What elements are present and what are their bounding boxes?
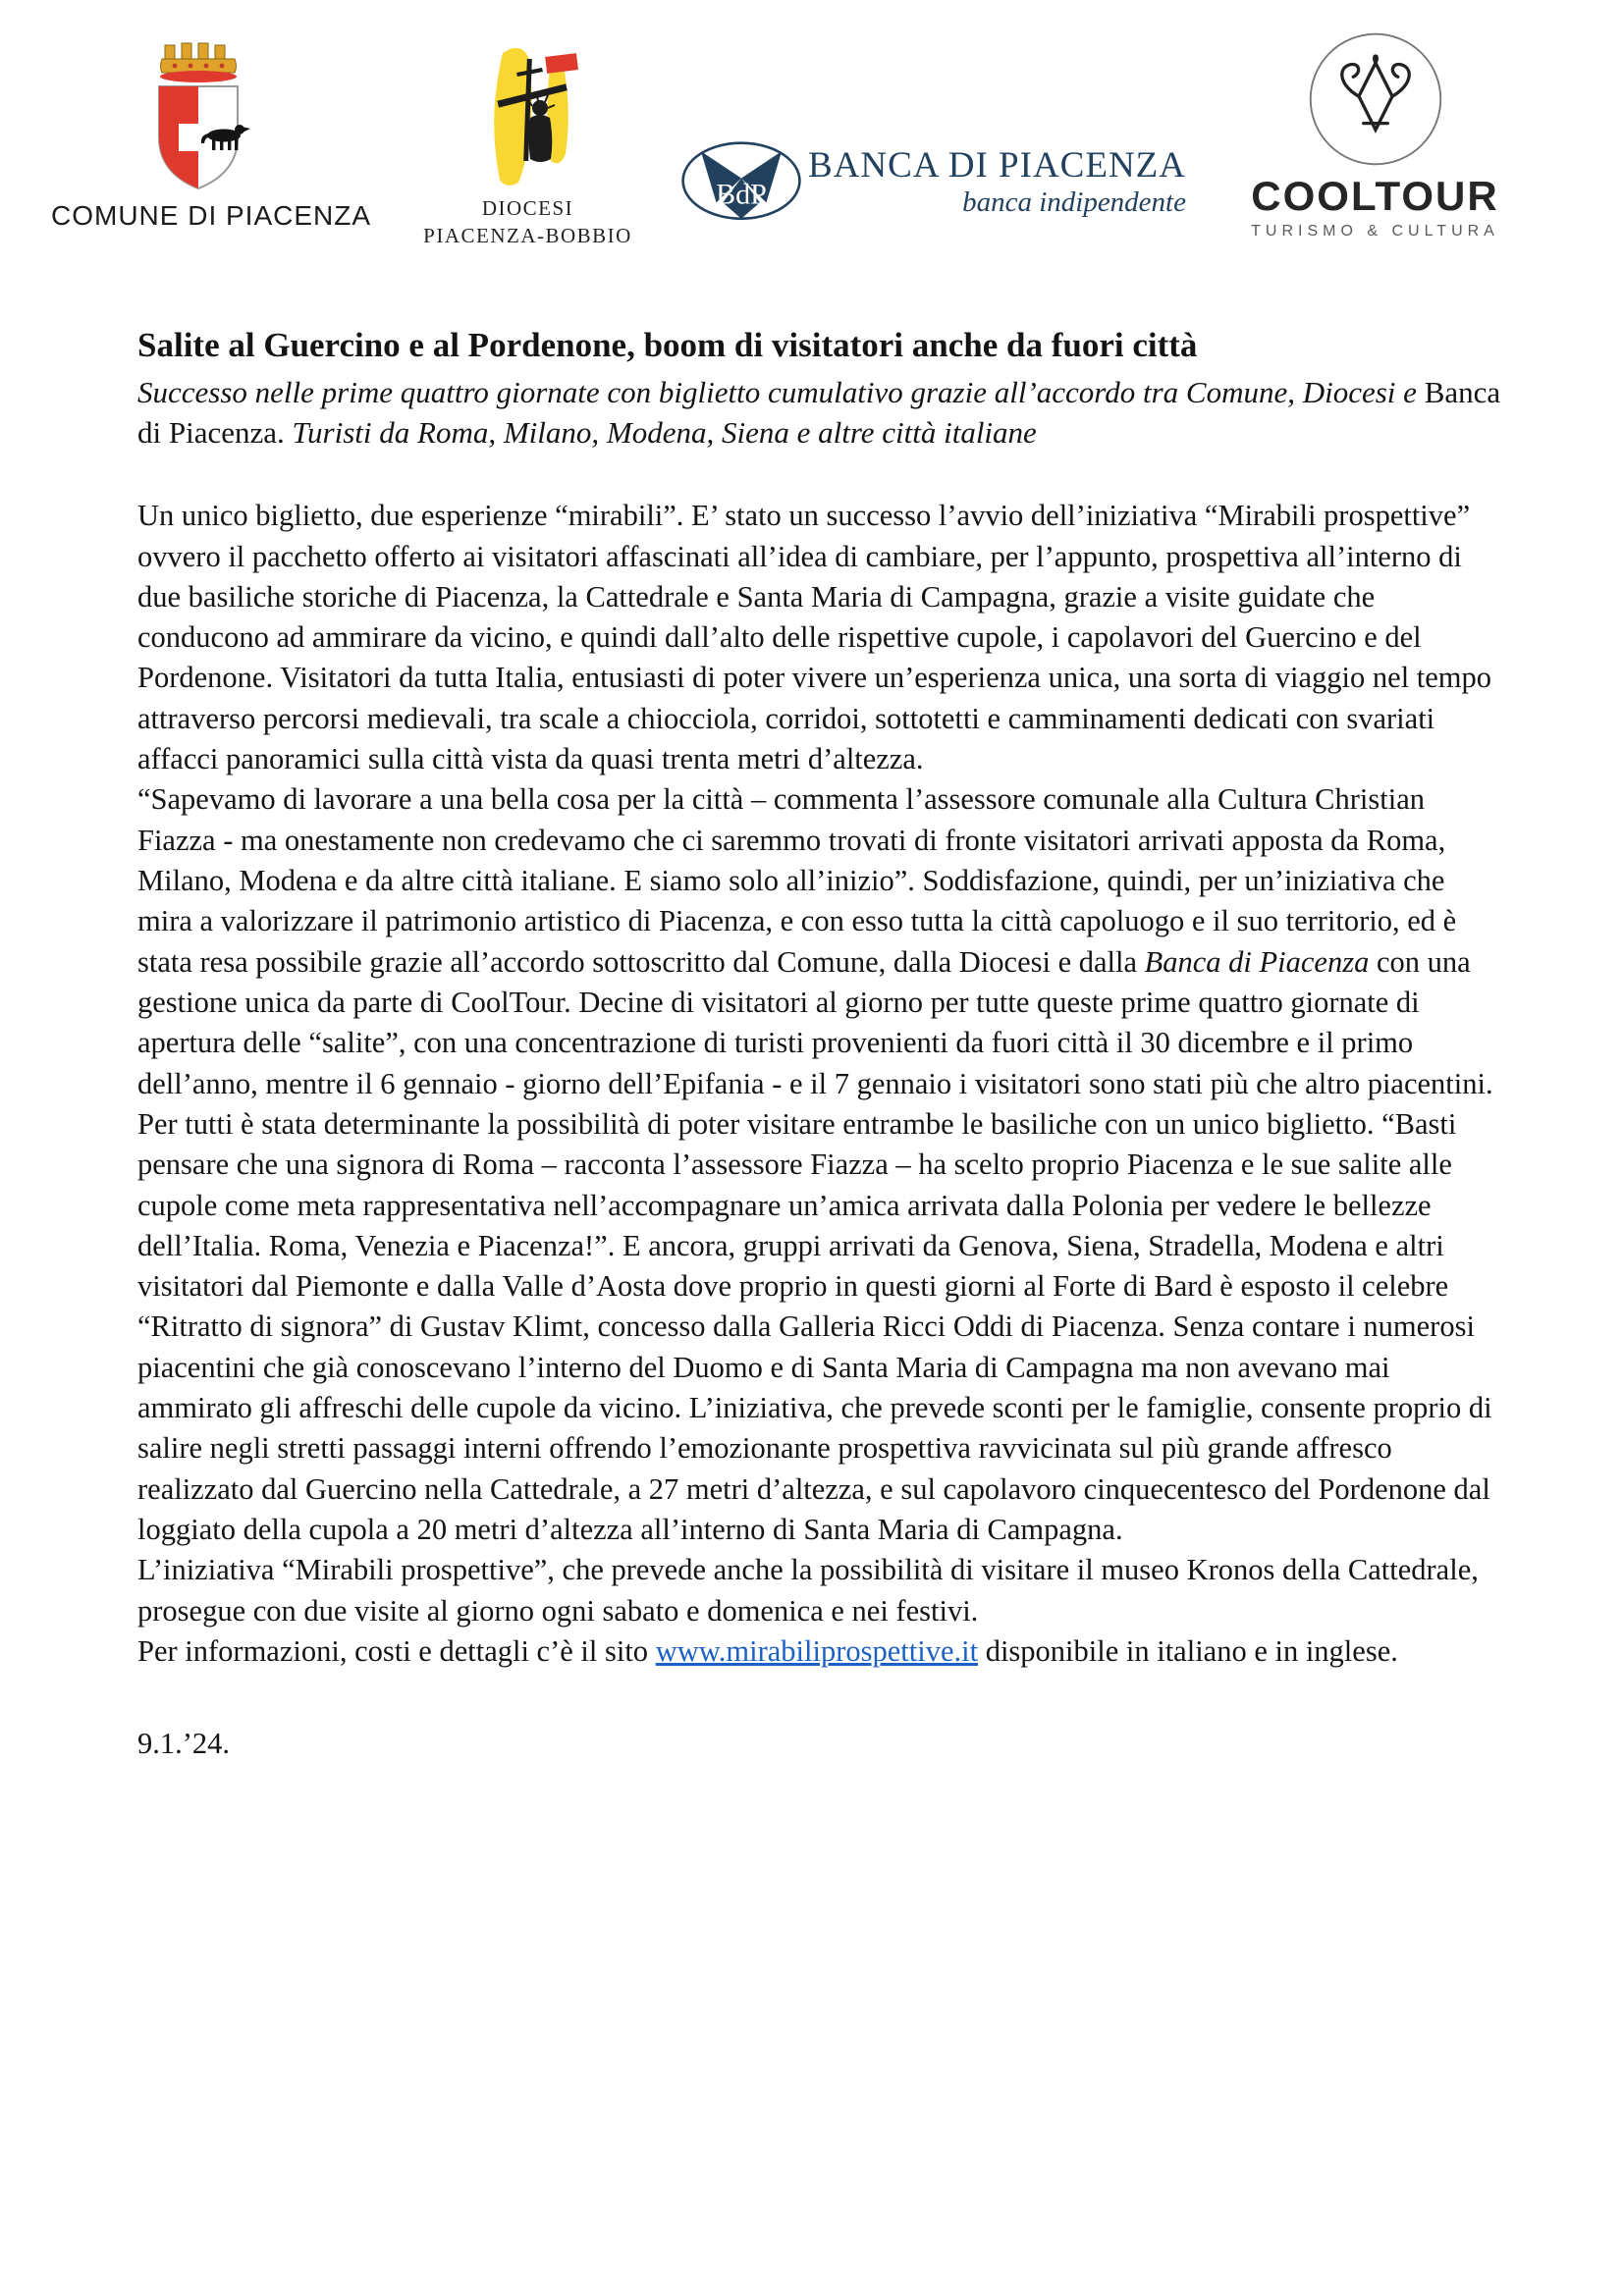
article-title: Salite al Guercino e al Pordenone, boom di visitatori anche da fuori città xyxy=(137,326,1198,364)
comune-crest-icon xyxy=(130,37,267,192)
text-segment: “Sapevamo di lavorare a una bella cosa per la città – commenta l’assessore comunale alla Cultura Christian Fiazza - ma onestamente non credevamo che ci saremmo trovati di fronte visitatori arrivati apposta da Roma, Milano, Modena e da altre città italiane. E siamo solo all’inizio”. Soddisfazione, quindi, per un’iniziativa che mira a valorizzare il patrimonio artistico di Piacenza, e con esso tutta la città capoluogo e il suo territorio, ed è stata resa possibile grazie all’accordo sottoscritto dal Comune, dalla Diocesi e dalla xyxy=(137,782,1457,979)
cooltour-name: COOLTOUR xyxy=(1251,173,1499,219)
text-segment: disponibile in italiano e in inglese. xyxy=(978,1633,1398,1668)
logo-comune-di-piacenza xyxy=(51,37,372,232)
subtitle-segment: Turisti da Roma, Milano, Modena, Siena e altre città italiane xyxy=(292,414,1037,450)
paragraph xyxy=(137,1631,1502,1672)
text-segment: Banca di Piacenza xyxy=(1144,944,1370,979)
banca-monogram: BdP xyxy=(716,178,767,211)
paragraph xyxy=(137,779,1502,1104)
article-date: 9.1.’24. xyxy=(137,1727,231,1761)
banca-wordmark xyxy=(802,144,1186,219)
banca-name: BANCA DI PIACENZA xyxy=(808,144,1186,186)
text-segment: Un unico biglietto, due esperienze “mirabili”. E’ stato un successo l’avvio dell’iniziativa “Mirabili prospettive” ovvero il pacchetto offerto ai visitatori affascinati all’idea di cambiare, per l’appunto, prospettiva all’interno di due basiliche storiche di Piacenza, la Cattedrale e Santa Maria di Campagna, grazie a visite guidate che conducono ad ammirare da vicino, e quindi dall’alto delle rispettive cupole, i capolavori del Guercino e del Pordenone. Visitatori da tutta Italia, entusiasti di poter vivere un’esperienza unica, una sorta di viaggio nel tempo attraverso percorsi medievali, tra scale a chiocciola, corridoi, sottotetti e camminamenti dedicati con svariati affacci panoramici sulla città vista da quasi trenta metri d’altezza. xyxy=(137,499,1492,776)
diocesi-caption-line1: DIOCESI xyxy=(481,196,574,220)
paragraph xyxy=(137,1104,1502,1550)
paragraph xyxy=(137,1550,1502,1631)
diocesi-artwork-icon xyxy=(469,43,587,188)
subtitle-segment: Banca di Piacenza. xyxy=(137,374,1501,450)
article-subtitle xyxy=(137,372,1502,453)
logo-diocesi-piacenza-bobbio xyxy=(417,43,638,250)
banca-tagline: banca indipendente xyxy=(962,186,1186,218)
cooltour-ornament-icon xyxy=(1306,29,1445,169)
logo-banca-di-piacenza xyxy=(680,120,1186,242)
cooltour-tagline: TURISMO & CULTURA xyxy=(1251,223,1499,240)
article-body xyxy=(137,496,1502,1672)
text-segment: con una gestione unica da parte di CoolTour. Decine di visitatori al giorno per tutte queste prime quattro giornate di apertura delle “salite”, con una concentrazione di turisti provenienti da fuori città il 30 dicembre e il primo dell’anno, mentre il 6 gennaio - giorno dell’Epifania - e il 7 gennaio i visitatori sono stati più che altro piacentini. xyxy=(137,944,1493,1100)
comune-caption: COMUNE DI PIACENZA xyxy=(51,200,372,231)
subtitle-segment: Successo nelle prime quattro giornate con biglietto cumulativo grazie all’accordo tra Comune, Diocesi e xyxy=(137,374,1425,409)
logo-cooltour xyxy=(1225,29,1525,240)
article xyxy=(137,324,1502,1761)
diocesi-caption xyxy=(417,194,638,250)
link-mirabiliprospettive[interactable]: www.mirabiliprospettive.it xyxy=(655,1633,979,1668)
diocesi-caption-line2: PIACENZA-BOBBIO xyxy=(423,224,632,248)
paragraph xyxy=(137,496,1502,779)
text-segment: L’iniziativa “Mirabili prospettive”, che prevede anche la possibilità di visitare il museo Kronos della Cattedrale, prosegue con due visite al giorno ogni sabato e domenica e nei festivi. xyxy=(137,1553,1479,1628)
banca-emblem-icon xyxy=(680,120,802,242)
text-segment: Per tutti è stata determinante la possibilità di poter visitare entrambe le basiliche con un unico biglietto. “Basti pensare che una signora di Roma – racconta l’assessore Fiazza – ha scelto proprio Piacenza e le sue salite alle cupole come meta rappresentativa nell’accompagnare un’amica arrivata dalla Polonia per vedere le bellezze dell’Italia. Roma, Venezia e Piacenza!”. E ancora, gruppi arrivati da Genova, Siena, Stradella, Modena e altri visitatori dal Piemonte e dalla Valle d’Aosta dove proprio in questi giorni al Forte di Bard è esposto il celebre “Ritratto di signora” di Gustav Klimt, concesso dalla Galleria Ricci Oddi di Piacenza. Senza contare i numerosi piacentini che già conoscevano l’interno del Duomo e di Santa Maria di Campagna ma non avevano mai ammirato gli affreschi delle cupole da vicino. L’iniziativa, che prevede sconti per le famiglie, consente proprio di salire negli stretti passaggi interni offrendo l’emozionante prospettiva ravvicinata sul più grande affresco realizzato dal Guercino nella Cattedrale, a 27 metri d’altezza, e sul capolavoro cinquecentesco del Pordenone dal loggiato della cupola a 20 metri d’altezza all’interno di Santa Maria di Campagna. xyxy=(137,1106,1492,1546)
text-segment: Per informazioni, costi e dettagli c’è il sito xyxy=(137,1633,656,1668)
